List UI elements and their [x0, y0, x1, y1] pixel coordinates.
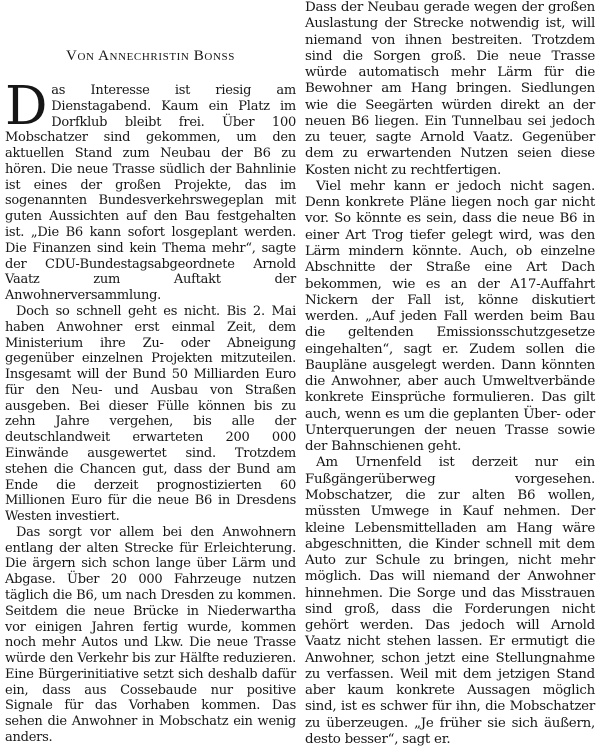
drop-cap: D	[5, 76, 48, 137]
paragraph-4: Dass der Neubau gerade wegen der großen Auslastung der Strecke notwendig ist, will niemand von ihnen bestreiten. Trotzdem sind die Sorgen groß. Die neue Trasse würde automatisch mehr Lärm für die Bewohner am Hang bringen. Siedlungen wie die Seegärten würden direkt an der neuen B6 liegen. Ein Tunnelbau sei jedoch zu teuer, sagte Arnold Vaatz. Gegenüber dem zu erwartenden Nutzen seien diese Kosten nicht zu rechtfertigen.	[305, 0, 595, 178]
column-right	[305, 0, 595, 749]
paragraph-1-text: as Interesse ist riesig am Dienstagabend. Kaum ein Platz im Dorfklub bleibt frei. Über 100 Mobschatzer sind gekommen, um den aktuellen Stand zum Neubau der B6 zu hören. Die neue Trasse südlich der Bahnlinie ist eines der großen Projekte, das im sogenannten Bundesverkehrswegeplan mit guten Aussichten auf den Bau festgehalten ist. „Die B6 kann sofort losgeplant werden. Die Finanzen sind kein Thema mehr“, sagte der CDU-Bundestagsabgeordnete Arnold Vaatz zum Auftakt der Anwohnerversammlung.	[5, 83, 296, 304]
paragraph-5: Viel mehr kann er jedoch nicht sagen. Denn konkrete Pläne liegen noch gar nicht vor. So könnte es sein, dass die neue B6 in einer Art Trog tiefer gelegt wird, was den Lärm mindern könnte. Auch, ob einzelne Abschnitte der Straße eine Art Dach bekommen, wie es an der A17-Auffahrt Nickern der Fall ist, könne diskutiert werden. „Auf jeden Fall werden beim Bau die geltenden Emissionsschutzgesetze eingehalten“, sagt er. Zudem sollen die Baupläne ausgelegt werden. Dann könnten die Anwohner, aber auch Umweltverbände konkrete Einsprüche formulieren. Das gilt auch, wenn es um die geplanten Über- oder Unterquerungen der neuen Trasse sowie der Bahnschienen geht.	[305, 178, 595, 455]
byline-text: Von Annechristin Bonss	[66, 48, 235, 64]
column-left	[5, 0, 296, 749]
paragraph-3: Das sorgt vor allem bei den Anwohnern entlang der alten Strecke für Erleichterung. Die ärgern sich schon lange über Lärm und Abgase. Über 20 000 Fahrzeuge nutzen täglich die B6, um nach Dresden zu kommen. Seitdem die neue Brücke in Niederwartha vor einigen Jahren fertig wurde, kommen noch mehr Autos und Lkw. Die neue Trasse würde den Verkehr bis zur Hälfte reduzieren. Eine Bürgerinitiative setzt sich deshalb dafür ein, dass aus Cossebaude nur positive Signale für das Vorhaben kommen. Das sehen die Anwohner in Mobschatz ein wenig anders.	[5, 524, 296, 746]
byline	[5, 47, 296, 65]
paragraph-6: Am Urnenfeld ist derzeit nur ein Fußgängerüberweg vorgesehen. Mobschatzer, die zur alten B6 wollen, müssten Umwege in Kauf nehmen. Der kleine Lebensmittelladen am Hang wäre abgeschnitten, die Kinder schnell mit dem Auto zur Schule zu bringen, nicht mehr möglich. Das will niemand der Anwohner hinnehmen. Die Sorge und das Misstrauen sind groß, dass die Forderungen nicht gehört werden. Das jedoch will Arnold Vaatz nicht stehen lassen. Er ermutigt die Anwohner, schon jetzt eine Stellungnahme zu verfassen. Weil mit dem jetzigen Stand aber kaum konkrete Aussagen möglich sind, ist es schwer für ihn, die Mobschatzer zu überzeugen. „Je früher sie sich äußern, desto besser“, sagt er.	[305, 455, 595, 747]
paragraph-2: Doch so schnell geht es nicht. Bis 2. Mai haben Anwohner erst einmal Zeit, dem Ministerium ihre Zu- oder Abneigung gegenüber einzelnen Projekten mitzuteilen. Insgesamt will der Bund 50 Milliarden Euro für den Neu- und Ausbau von Straßen ausgeben. Bei dieser Fülle können bis zu zehn Jahre vergehen, bis alle der deutschlandweit erwarteten 200 000 Einwände ausgewertet sind. Trotzdem stehen die Chancen gut, dass der Bund am Ende die derzeit prognostizierten 60 Millionen Euro für die neue B6 in Dresdens Westen investiert.	[5, 303, 296, 525]
paragraph-1	[5, 76, 296, 304]
